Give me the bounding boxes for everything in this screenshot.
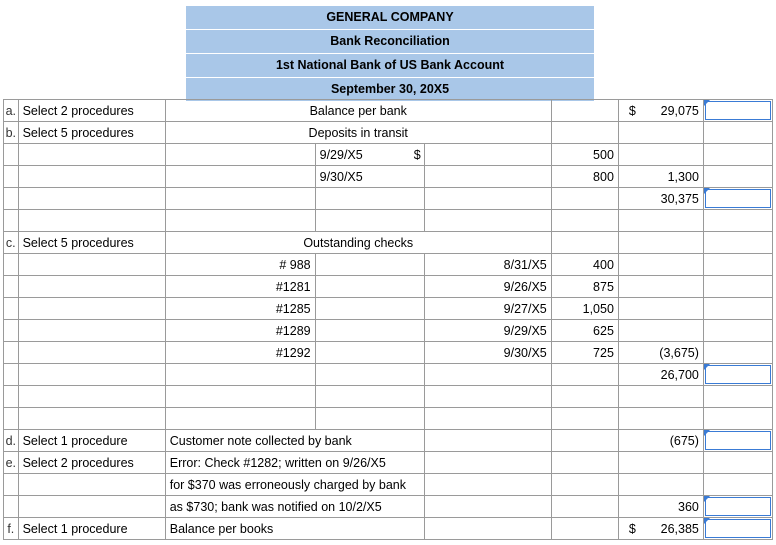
table-row	[4, 408, 773, 430]
table-row	[4, 100, 773, 122]
table-row	[4, 452, 773, 474]
outstanding-checks-label: Outstanding checks	[165, 232, 551, 254]
check-date: 9/27/X5	[425, 298, 551, 320]
table-row	[4, 430, 773, 452]
table-row	[4, 320, 773, 342]
procedure-select-e[interactable]: Select 2 procedures	[18, 452, 165, 474]
check-amount: 725	[551, 342, 618, 364]
subtotal-1: 30,375	[618, 188, 703, 210]
row-letter: d.	[4, 430, 19, 452]
row-letter: e.	[4, 452, 19, 474]
procedure-select-a[interactable]: Select 2 procedures	[18, 100, 165, 122]
check-amount: 1,050	[551, 298, 618, 320]
answer-input-f[interactable]	[703, 518, 772, 540]
table-row	[4, 474, 773, 496]
check-amount: 400	[551, 254, 618, 276]
check-date: 8/31/X5	[425, 254, 551, 276]
note-collected-amount: (675)	[618, 430, 703, 452]
balance-per-bank-label: Balance per bank	[165, 100, 551, 122]
subtotal-2: 26,700	[618, 364, 703, 386]
error-label: Error: Check #1282; written on 9/26/X5	[165, 452, 425, 474]
table-row	[4, 210, 773, 232]
table-row	[4, 276, 773, 298]
answer-input-e[interactable]	[703, 496, 772, 518]
answer-input-a[interactable]	[703, 100, 772, 122]
table-row	[4, 496, 773, 518]
balance-per-books-label: Balance per books	[165, 518, 425, 540]
check-amount: 875	[551, 276, 618, 298]
deposit-amount: $ 500	[551, 144, 618, 166]
check-number: #1292	[165, 342, 315, 364]
error-label-cont: for $370 was erroneously charged by bank	[165, 474, 425, 496]
table-row	[4, 122, 773, 144]
check-number: #1285	[165, 298, 315, 320]
note-collected-label: Customer note collected by bank	[165, 430, 425, 452]
answer-input-d[interactable]	[703, 430, 772, 452]
check-number: #1281	[165, 276, 315, 298]
procedure-select-c[interactable]: Select 5 procedures	[18, 232, 165, 254]
report-title: Bank Reconciliation	[186, 30, 594, 54]
table-row	[4, 386, 773, 408]
row-letter: f.	[4, 518, 19, 540]
table-row	[4, 144, 773, 166]
deposit-date: 9/30/X5	[315, 166, 425, 188]
check-amount: 625	[551, 320, 618, 342]
table-row	[4, 254, 773, 276]
row-letter: a.	[4, 100, 19, 122]
deposits-total: 1,300	[618, 166, 703, 188]
table-row	[4, 518, 773, 540]
account-name: 1st National Bank of US Bank Account	[186, 54, 594, 78]
table-row	[4, 342, 773, 364]
check-number: #1289	[165, 320, 315, 342]
outstanding-checks-total: (3,675)	[618, 342, 703, 364]
dollar-sign: $	[628, 103, 636, 118]
dollar-sign: $	[628, 521, 636, 536]
row-letter: b.	[4, 122, 19, 144]
deposit-amount: 800	[551, 166, 618, 188]
table-row	[4, 298, 773, 320]
company-header: GENERAL COMPANY	[186, 6, 594, 30]
reconciliation-table	[3, 99, 773, 540]
table-row	[4, 232, 773, 254]
answer-input-subtotal-2[interactable]	[703, 364, 772, 386]
deposit-date: 9/29/X5	[315, 144, 425, 166]
check-number: # 988	[165, 254, 315, 276]
table-row	[4, 166, 773, 188]
table-row	[4, 364, 773, 386]
bank-reconciliation-page	[3, 3, 773, 536]
table-row	[4, 188, 773, 210]
dollar-sign: $	[413, 147, 421, 162]
report-date: September 30, 20X5	[186, 78, 594, 102]
procedure-select-d[interactable]: Select 1 procedure	[18, 430, 165, 452]
answer-input-subtotal-1[interactable]	[703, 188, 772, 210]
error-label-cont: as $730; bank was notified on 10/2/X5	[165, 496, 425, 518]
balance-per-books-amount: $ 26,385	[618, 518, 703, 540]
check-date: 9/30/X5	[425, 342, 551, 364]
procedure-select-f[interactable]: Select 1 procedure	[18, 518, 165, 540]
check-date: 9/26/X5	[425, 276, 551, 298]
balance-per-bank-amount: $ 29,075	[618, 100, 703, 122]
deposits-in-transit-label: Deposits in transit	[165, 122, 551, 144]
check-date: 9/29/X5	[425, 320, 551, 342]
row-letter: c.	[4, 232, 19, 254]
error-amount: 360	[618, 496, 703, 518]
procedure-select-b[interactable]: Select 5 procedures	[18, 122, 165, 144]
